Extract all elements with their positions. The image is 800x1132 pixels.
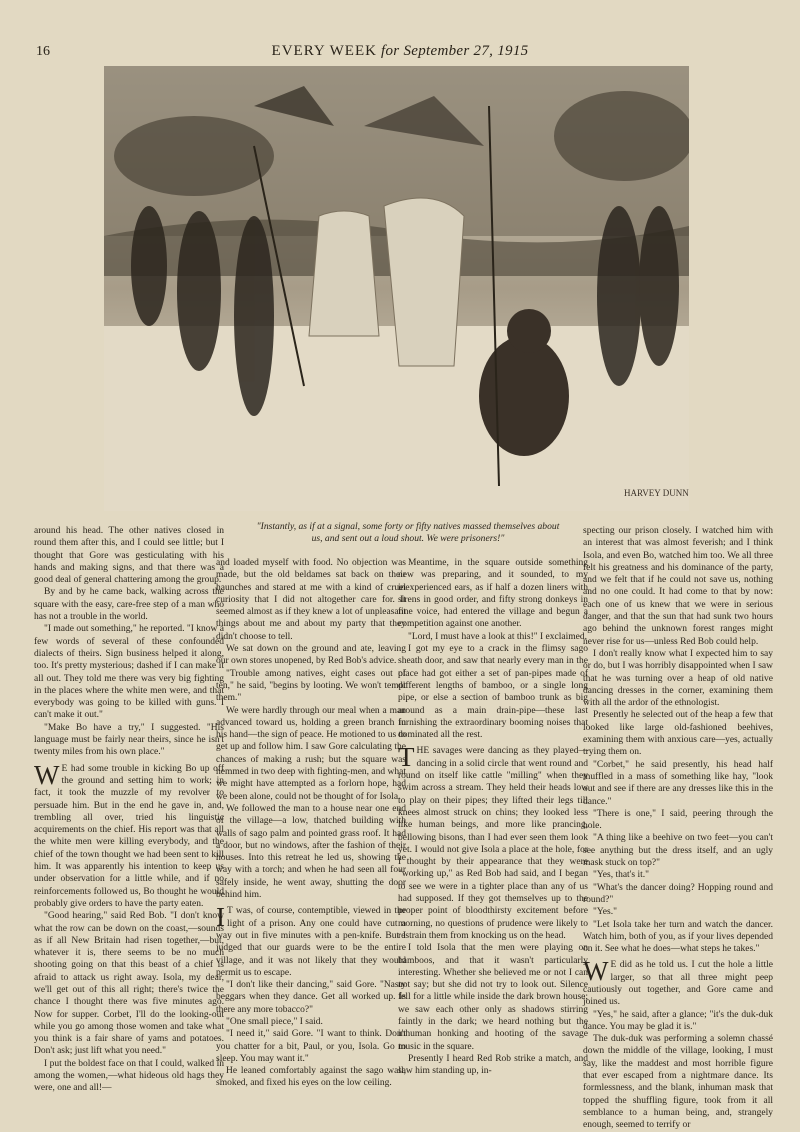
paragraph: He leaned comfortably against the sago wall, smoked, and fixed his eyes on the low ceiling. bbox=[216, 1066, 406, 1089]
paragraph: By and by he came back, walking across the square with the easy, care-free step of a man who has not a trouble in the world. bbox=[34, 587, 224, 623]
paragraph-text: E did as he told us. I cut the hole a little larger, so that all three might peep cautiously out together, and Gore came and joined us. bbox=[583, 960, 773, 1008]
paragraph: "Let Isola take her turn and watch the dancer. Watch him, both of you, as if your lives depended on it. See what he does—what steps he takes." bbox=[583, 919, 773, 955]
issue-date: for September 27, 1915 bbox=[381, 43, 529, 59]
drop-cap: I bbox=[216, 902, 225, 933]
paragraph: I told Isola that the men were playing on bamboos, and that it wasn't particularly interesting. Whether she believed me or not I can not say; but she did not try to look out. Silence fell for a little while inside the dark brown house; we saw each other only as shadows stirring faintly in the dark; we heard nothing but the inhuman honking and hooting of the savage music in the square. bbox=[398, 943, 588, 1052]
paragraph: The duk-duk was performing a solemn chassé down the middle of the village, looking, I must say, like the maddest and most horrible figure that ever escaped from a nightmare dance. Its formlessness, and the blank, inhuman mask that topped the shuffling figure, took from it all semblance to a human being, and, strangely enough, seemed to terrify or bbox=[583, 1034, 773, 1131]
paragraph: "Make Bo have a try," I suggested. "His language must be fairly near theirs, since he isn't twenty miles from his own place." bbox=[34, 722, 224, 758]
magazine-title: EVERY WEEK bbox=[271, 43, 377, 59]
paragraph: "Yes, that's it." bbox=[593, 870, 650, 881]
paragraph: "I don't like their dancing," said Gore. "Nasty beggars when they dance. Get all worked up. Is there any more tobacco?" bbox=[216, 980, 406, 1015]
artist-signature: HARVEY DUNN bbox=[624, 488, 689, 498]
text-column-3 bbox=[398, 557, 588, 1077]
drop-cap: W bbox=[34, 759, 60, 790]
paragraph: We sat down on the ground and ate, leaving our own stores unopened, by Red Bob's advice. bbox=[216, 644, 406, 667]
paragraph-text: T was, of course, contemptible, viewed in the light of a prison. Any one could have cut a way out in five minutes with a pen-knife. But I judged that our guards were to be the entire village, and it was not likely that they would permit us to escape. bbox=[216, 906, 406, 978]
paragraph: around his head. The other natives closed in round them after this, and I could see little; but I thought that Gore was gesticulating with his hands and making signs, and that there was a good deal of general chattering among the group. bbox=[34, 526, 224, 586]
paragraph: We followed the man to a house near one end of the village—a low, thatched building with walls of sago palm and pointed grass roof. It had a door, but no windows, after the fashion of their houses. Into this retreat he led us, showing the way with a torch; and when he had seen all four safely inside, he went away, shutting the door behind him. bbox=[216, 803, 406, 901]
paragraph: "I need it," said Gore. "I want to think. Don't you chatter for a bit, Paul, or you, Isola. Go to sleep. You may want it." bbox=[216, 1029, 406, 1064]
paragraph-text: HE savages were dancing as they played—dancing in a solid circle that went round and round on itself like cattle "milling" when they swim across a stream. They held their heads low to play on their pipes; they lifted their legs till knees almost struck on chins; they looked less like human beings, and more like prancing, bellowing bisons, than I had ever seen them look yet. I would not give Isola a place at the hole, for I thought by their appearance that they were "working up," as Red Bob had said, and I began to see we were in a tighter place than any of us had supposed. If they got themselves up to the proper point of bloodthirsty excitement before morning, no questions of prudence were likely to restrain them from knocking us on the head. bbox=[398, 746, 588, 941]
drop-cap: W bbox=[583, 956, 609, 987]
page-number: 16 bbox=[36, 44, 50, 59]
illustration bbox=[104, 66, 689, 511]
paragraph: "Yes," he said, after a glance; "it's the duk-duk dance. You may be glad it is." bbox=[583, 1009, 773, 1032]
paragraph: "Yes." bbox=[593, 907, 617, 918]
text-column-4 bbox=[583, 525, 773, 1132]
paragraph: specting our prison closely. I watched him with an interest that was almost feverish; and I think Isola, and even Bo, watched him too. We all three felt his greatness and his dominance of the party, and we felt that if he could not save us, nothing and no one could. It had come to that by now: each one of us knew that we were in serious danger, and that the sun that had sunk two hours ago behind the unknown forest ranges might never rise for us—unless Red Bob could help. bbox=[583, 526, 773, 647]
text-column-2 bbox=[216, 557, 406, 1090]
running-head bbox=[0, 43, 800, 60]
paragraph: "Trouble among natives, eight cases out of ten," he said, "begins by looting. We won't tempt them." bbox=[216, 668, 406, 704]
illustration-art bbox=[104, 66, 689, 511]
paragraph: "Corbet," he said presently, his head half muffled in a mass of something like hay, "look out and see if there are any dresses like this in the dance." bbox=[583, 759, 773, 807]
paragraph: Meantime, in the square outside something new was preparing, and it sounded, to my inexperienced ears, as if half a dozen liners with sirens in good order, and fifty strong donkeys in fine voice, had entered the village and begun a competition against one another. bbox=[398, 558, 588, 630]
drop-cap: T bbox=[398, 742, 415, 773]
paragraph-text: E had some trouble in kicking Bo up off the ground and setting him to work; in fact, it took the muzzle of my revolver to persuade him. But in the end he gave in, and, trembling all over, tried his linguistic acquirements on the chief. His report was that all the white men were killing everybody, and the chief of the town thought we had been sent to kill him. It was apparently his intention to keep us under observation for a little while, and if no reinforcements followed us, Bo thought he would probably give orders to have the party eaten. bbox=[34, 763, 224, 909]
paragraph: Presently I heard Red Rob strike a match, and saw him standing up, in- bbox=[398, 1053, 588, 1077]
paragraph: I put the boldest face on that I could, walked in among the women,—what hideous old hags they were, one and all!— bbox=[34, 1058, 224, 1094]
paragraph: and loaded myself with food. No objection was made, but the old beldames sat back on their haunches and stared at me with a kind of cruel curiosity that I did not altogether care for. It seemed almost as if they knew a lot of unpleasant things about me and about my party that they didn't choose to tell. bbox=[216, 558, 406, 642]
text-column-1 bbox=[34, 525, 224, 1095]
paragraph-dropcap bbox=[216, 902, 406, 979]
paragraph-dropcap bbox=[583, 956, 773, 1008]
paragraph: "What's the dancer doing? Hopping round and round?" bbox=[583, 882, 773, 905]
paragraph: "Good hearing," said Red Bob. "I don't know what the row can be down on the coast,—sounds as if all New Britain had risen together,—but, whatever it is, there seems to be no much shooting going on that this beast of a chief is afraid to attack us right away. Isola, my dear, we'll get out of this all right; there's twice the chance I thought there was five minutes ago. Now for supper. Corbet, I'll do the looking-out while you go among those women and take what you think is a fair share of yams and potatoes. Don't ask; just lift what you need." bbox=[34, 911, 224, 1057]
paragraph-dropcap bbox=[34, 759, 224, 911]
paragraph-dropcap bbox=[398, 742, 588, 942]
paragraph: I don't really know what I expected him to say or do, but I was horribly disappointed when I saw that he was turning over a heap of old native dancing dresses in the corner, examining them with all the ardor of the ethnologist. bbox=[583, 648, 773, 709]
paragraph: We were hardly through our meal when a man advanced toward us, holding a green branch in his hand—the sign of peace. He motioned to us to get up and follow him. I saw Gore calculating the chances of making a rush; but the square was hemmed in two deep with fighting-men, and what we might have attempted as a forlorn hope, had we been alone, could not be thought of for Isola. bbox=[216, 705, 406, 802]
paragraph: "A thing like a beehive on two feet—you can't see anything but the dress itself, and an ugly mask stuck on top?" bbox=[583, 833, 773, 869]
paragraph: "I made out something," he reported. "I know a few words of several of these confounded dialects of theirs. Sign business helped it along, too. It's pretty mysterious; dashed if I can make it all out. They told me there was very big fighting in the places where the white men were, and that everybody was going to be killed with guns. I can't make it out." bbox=[34, 624, 224, 721]
paragraph: I got my eye to a crack in the flimsy sago sheath door, and saw that nearly every man in the place had got either a set of pan-pipes made of different lengths of bamboo, or a single long pipe, or else a section of bamboo trunk as big around as a main drain-pipe—these last furnishing the extraordinary booming noises that dominated all the rest. bbox=[398, 644, 588, 741]
illustration-caption: "Instantly, as if at a signal, some forty or fifty natives massed themselves about us, and sent out a loud shout. We were prisoners!" bbox=[256, 521, 560, 544]
paragraph: "One small piece," I said. bbox=[226, 1016, 323, 1027]
paragraph: "There is one," I said, peering through the hole. bbox=[583, 808, 773, 832]
paragraph: "Lord, I must have a look at this!" I exclaimed. bbox=[408, 631, 587, 642]
paragraph: Presently he selected out of the heap a few that looked like large old-fashioned beehives, examining them with anxious care—yes, actually trying them on. bbox=[583, 710, 773, 758]
